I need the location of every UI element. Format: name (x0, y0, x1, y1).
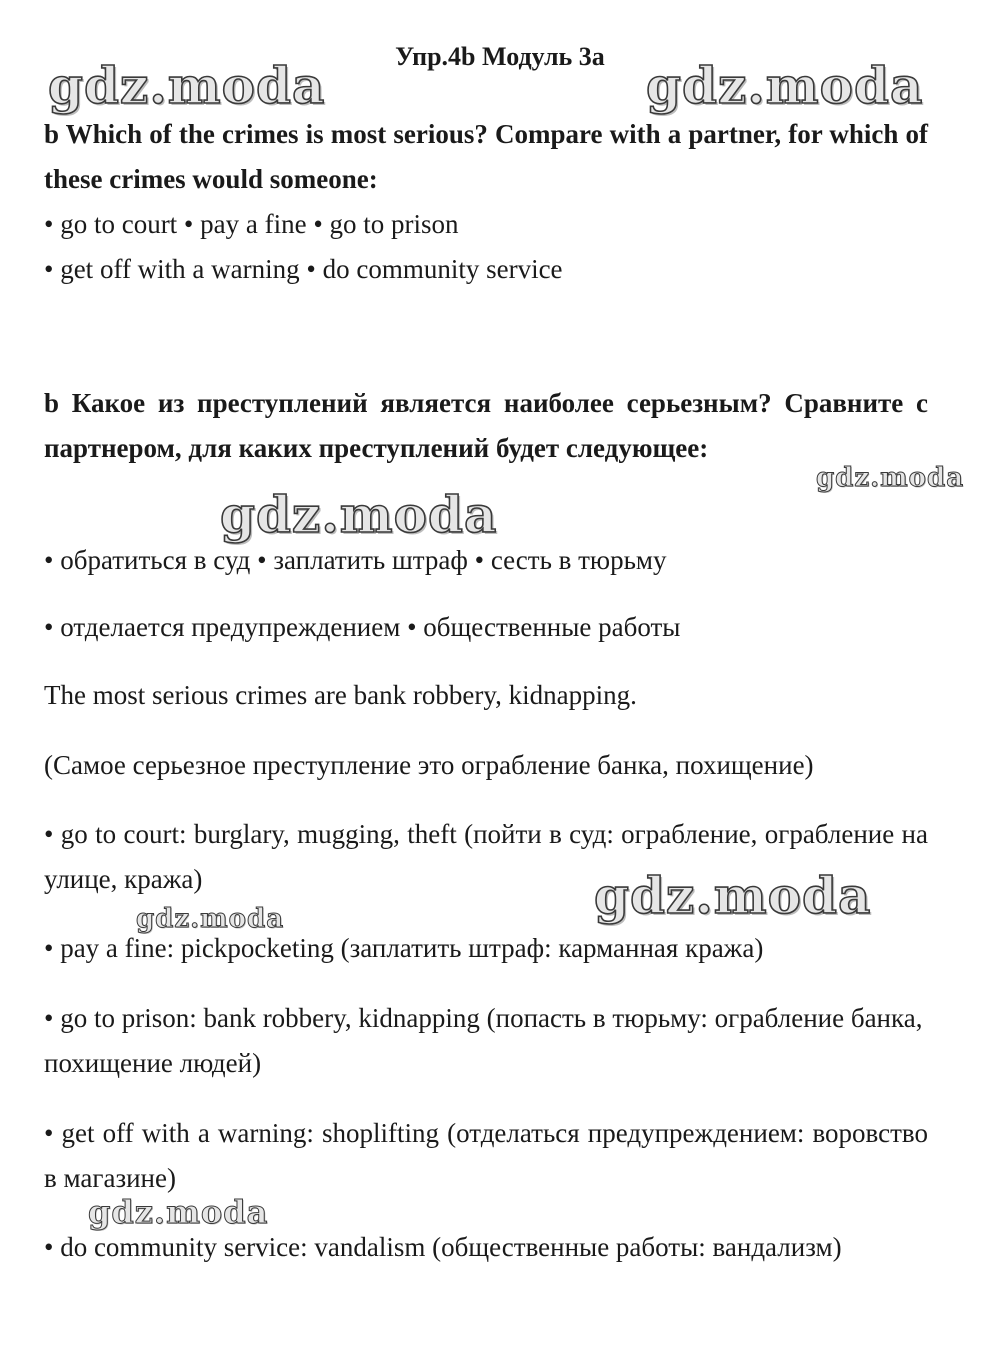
answer-pay-a-fine: • pay a fine: pickpocketing (заплатить штраф: карманная кража) (44, 933, 764, 963)
answer-most-serious-en: The most serious crimes are bank robbery, kidnapping. (44, 680, 637, 710)
watermark-logo: gdz.moda (594, 866, 872, 925)
task-options-ru-line-1: • обратиться в суд • заплатить штраф • сесть в тюрьму (44, 545, 667, 575)
answer-go-to-prison: • go to prison: bank robbery, kidnapping (попасть в тюрьму: ограбление банка, похищение людей) (44, 1003, 923, 1078)
exercise-title: Упр.4b Модуль 3a (395, 42, 605, 71)
answer-community-service: • do community service: vandalism (общественные работы: вандализм) (44, 1232, 842, 1262)
answer-most-serious-ru: (Самое серьезное преступление это ограбление банка, похищение) (44, 750, 814, 780)
task-options-en-line-2: • get off with a warning • do community service (44, 254, 563, 284)
answer-get-off-with-warning: • get off with a warning: shoplifting (отделаться предупреждением: воровство в магазине) (44, 1118, 928, 1193)
watermark-logo: gdz.moda (220, 485, 498, 544)
task-options-en-line-1: • go to court • pay a fine • go to prison (44, 209, 459, 239)
task-options-ru-line-2: • отделается предупреждением • общественные работы (44, 612, 681, 642)
watermark-logo: gdz.moda (136, 904, 285, 934)
watermark-logo: gdz.moda (48, 56, 326, 115)
watermark-logo: gdz.moda (646, 56, 924, 115)
watermark-logo: gdz.moda (88, 1193, 269, 1231)
watermark-logo: gdz.moda (816, 463, 965, 493)
task-question-en: b Which of the crimes is most serious? Compare with a partner, for which of these crimes would someone: (44, 119, 928, 194)
task-question-ru: b Какое из преступлений является наиболее серьезным? Сравните с партнером, для каких преступлений будет следующее: (44, 388, 928, 463)
answer-go-to-court: • go to court: burglary, mugging, theft (пойти в суд: ограбление, ограбление на улице, кража) (44, 819, 928, 894)
